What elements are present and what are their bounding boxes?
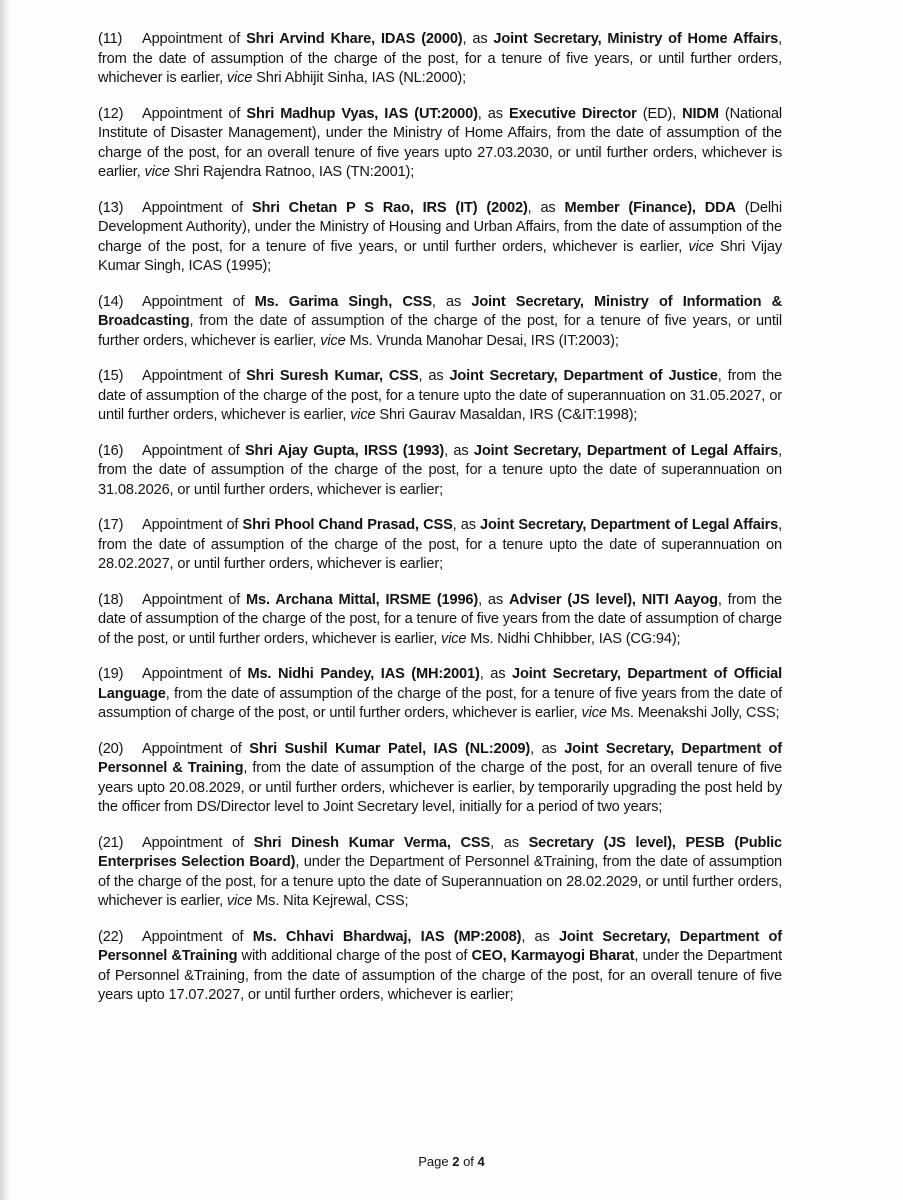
item-text: , as [431,293,472,310]
item-text: Appointment of [142,740,250,757]
italic-text: vice [350,407,376,423]
appointment-item [98,30,782,89]
item-text: , from the date of assumption of the charge of the post, for a tenure of five years, or until further orders, whichever is earlier, [98,31,782,86]
item-text: , from the date of assumption of the charge of the post, for a tenure of five years, or until further orders, whichever is earlier, [98,313,782,349]
bold-text: Ms. Nidhi Pandey, IAS (MH:2001) [247,666,480,682]
item-text: Appointment of [142,105,247,122]
item-text: , as [452,517,481,533]
item-number: (19) [98,666,124,682]
item-text: , as [527,199,565,216]
bold-text: Joint Secretary, Department of Justice [449,368,718,384]
item-text: , from the date of assumption of the charge of the post, for a tenure upto the date of superannuation on 31.05.2027, or until further orders, whichever is earlier, [98,368,782,423]
item-text: Ms. Nidhi Chhibber, IAS (CG:94); [466,630,681,647]
item-text: Shri Rajendra Ratnoo, IAS (TN:2001); [169,164,415,180]
italic-text: vice [144,164,170,180]
item-text: , as [478,591,509,608]
item-text: , as [418,368,450,384]
item-text: , as [490,834,529,851]
item-number: (17) [98,517,124,533]
bold-text: Joint Secretary, Department of Legal Affairs [480,517,779,533]
item-text: , as [530,740,565,757]
item-text: , as [477,105,509,122]
bold-text: Ms. Chhavi Bhardwaj, IAS (MP:2008) [252,928,522,945]
item-text: Appointment of [142,31,247,47]
item-text: (ED), [636,105,683,122]
bold-text: Shri Ajay Gupta, IRSS (1993) [244,442,445,459]
item-number: (11) [98,31,123,47]
bold-text: Shri Sushil Kumar Patel, IAS (NL:2009) [249,740,531,757]
item-text: , under the Department of Personnel &Training, from the date of assumption of the charge of the post, for a tenure upto the date of Superannuation on 28.02.2029, or until further orders, whichever is earlier, [98,854,782,909]
item-text: Ms. Vrunda Manohar Desai, IRS (IT:2003); [345,332,619,349]
bold-text: Shri Suresh Kumar, CSS [246,368,419,384]
item-text: , from the date of assumption of the charge of the post, for an overall tenure of five years upto 20.08.2029, or until further orders, whichever is earlier, by temporarily upgrading the post held by the officer from DS/Director level to Joint Secretary level, initially for a period of two years; [98,760,782,815]
item-number: (14) [98,293,124,310]
item-text: , from the date of assumption of the charge of the post, for a tenure of five years from the date of assumption of charge of the post, or until further orders, whichever is earlier, [98,591,783,647]
item-text: , as [521,928,559,945]
item-number: (20) [98,740,124,757]
bold-text: Joint Secretary, Department of Official Language [98,666,782,702]
page-current: 2 [452,1154,460,1169]
appointment-item [98,516,782,575]
bold-text: Secretary (JS level), PESB (Public Enterprises Selection Board) [98,834,782,870]
item-text: , as [462,31,494,47]
item-text: Shri Gaurav Masaldan, IRS (C&IT:1998); [375,407,638,423]
italic-text: vice [581,705,607,721]
item-text: Appointment of [142,442,245,459]
italic-text: vice [441,630,467,647]
bold-text: Shri Dinesh Kumar Verma, CSS [253,834,491,851]
page-label: Page [418,1154,453,1169]
item-text: , as [444,442,474,459]
bold-text: Shri Chetan P S Rao, IRS (IT) (2002) [251,199,528,216]
item-text: Appointment of [142,928,253,945]
item-number: (15) [98,368,124,384]
item-text: Appointment of [142,368,247,384]
bold-text: Joint Secretary, Department of Legal Affairs [473,442,779,459]
bold-text: Member (Finance), DDA [564,199,736,216]
bold-text: Ms. Garima Singh, CSS [254,293,432,310]
italic-text: vice [320,332,346,349]
bold-text: Shri Madhup Vyas, IAS (UT:2000) [246,105,478,122]
bold-text: Joint Secretary, Ministry of Information & Broadcasting [98,293,782,329]
bold-text: Ms. Archana Mittal, IRSME (1996) [245,591,479,608]
item-text: Appointment of [142,517,243,533]
bold-text: Joint Secretary, Ministry of Home Affairs [493,31,779,47]
item-number: (22) [98,928,124,945]
item-text: Appointment of [142,666,248,682]
appointment-item [98,367,782,426]
bold-text: Adviser (JS level), NITI Aayog [508,591,718,608]
item-text: Ms. Meenakshi Jolly, CSS; [606,705,780,721]
italic-text: vice [226,893,253,909]
bold-text: NIDM [682,105,719,122]
bold-text: Shri Phool Chand Prasad, CSS [242,517,453,533]
item-text: , from the date of assumption of the charge of the post, for a tenure upto the date of superannuation on 31.08.2026, or until further orders, whichever is earlier; [98,442,782,498]
italic-text: vice [688,238,714,255]
appointment-item [98,293,782,352]
appointment-list [98,30,782,1022]
appointment-item [98,834,782,912]
appointment-item [98,591,782,650]
bold-text: Shri Arvind Khare, IDAS (2000) [246,31,463,47]
item-number: (13) [98,199,124,216]
page-edge-shadow [0,0,10,1200]
bold-text: CEO, Karmayogi Bharat [471,948,635,964]
item-text: Appointment of [142,199,252,216]
item-text: (National Institute of Disaster Management), under the Ministry of Home Affairs, from the date of assumption of the charge of the post, for an overall tenure of five years upto 27.03.2030, or until further orders, whichever is earlier, [98,105,782,180]
item-text: , from the date of assumption of the charge of the post, for a tenure of five years from the date of assumption of charge of the post, or until further orders, whichever is earlier, [98,685,782,721]
bold-text: Executive Director [509,105,637,122]
bold-text: Joint Secretary, Department of Personnel &Training [98,928,782,964]
item-text: Appointment of [142,293,255,310]
item-text: , as [479,666,512,682]
item-text: Shri Vijay Kumar Singh, ICAS (1995); [98,238,783,274]
appointment-item [98,740,782,818]
item-number: (18) [98,591,124,608]
item-text: Appointment of [142,834,254,851]
italic-text: vice [226,70,253,86]
item-text: (Delhi Development Authority), under the Ministry of Housing and Urban Affairs, from the date of assumption of the charge of the post, for a tenure of five years, or until further orders, whichever is earlier, [98,199,782,255]
bold-text: Joint Secretary, Department of Personnel & Training [98,740,783,776]
item-text: Appointment of [142,591,246,608]
item-text: , under the Department of Personnel &Training, from the date of assumption of the charge of the post, for an overall tenure of five years upto 17.07.2027, or until further orders, whichever is earlier; [98,948,783,1003]
item-text: , from the date of assumption of the charge of the post, for a tenure upto the date of superannuation on 28.02.2027, or until further orders, whichever is earlier; [98,517,782,572]
page-footer [0,1154,903,1169]
appointment-item [98,928,782,1006]
item-number: (12) [98,105,124,122]
item-text: Shri Abhijit Sinha, IAS (NL:2000); [252,70,467,86]
page-total: 4 [477,1154,485,1169]
appointment-item [98,442,782,501]
item-text: with additional charge of the post of [237,948,472,964]
appointment-item [98,665,782,724]
page-of-label: of [459,1154,478,1169]
appointment-item [98,105,782,183]
appointment-item [98,199,782,277]
item-text: Ms. Nita Kejrewal, CSS; [252,893,409,909]
item-number: (16) [98,442,124,459]
item-number: (21) [98,834,124,851]
